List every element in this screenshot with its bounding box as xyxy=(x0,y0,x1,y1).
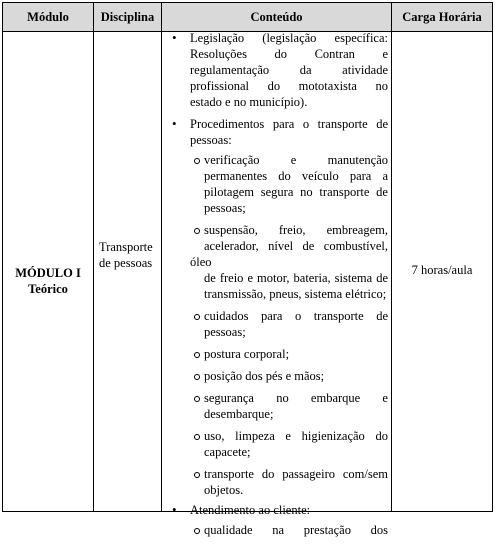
header-carga-label: Carga Horária xyxy=(402,10,482,24)
text-line: desembarque; xyxy=(204,407,274,421)
bullet-icon: • xyxy=(172,116,177,131)
header-disciplina xyxy=(94,3,161,31)
column-divider xyxy=(391,3,392,511)
modulo-name: MÓDULO I xyxy=(15,266,81,280)
subitem-posicao xyxy=(166,368,388,384)
subitem-cuidados xyxy=(166,308,388,340)
circle-bullet-icon xyxy=(194,396,200,402)
subitem-seguranca xyxy=(166,390,388,422)
carga-cell: 7 horas/aula xyxy=(411,263,473,277)
text-line: uso, limpeza e higienização do xyxy=(204,429,388,443)
circle-bullet-icon xyxy=(194,314,200,320)
bullet-icon: • xyxy=(172,30,177,45)
text-line: acelerador, nível de combustível, óleo xyxy=(190,239,388,269)
conteudo-cell xyxy=(166,30,388,544)
text-line: profissional do mototaxista no xyxy=(190,79,388,93)
text-line: permanentes do veículo para a xyxy=(204,169,388,183)
modulo-cell xyxy=(3,265,93,297)
circle-bullet-icon xyxy=(194,472,200,478)
subitem-transporte-objetos xyxy=(166,466,388,498)
circle-bullet-icon xyxy=(194,228,200,234)
circle-bullet-icon xyxy=(194,158,200,164)
column-divider xyxy=(93,3,94,511)
subitem-verificacao xyxy=(166,152,388,216)
header-conteudo-label: Conteúdo xyxy=(250,10,303,24)
circle-bullet-icon xyxy=(194,528,200,534)
text-line: Atendimento ao cliente: xyxy=(190,503,311,517)
bullet-icon: • xyxy=(172,502,177,517)
header-carga xyxy=(392,3,492,31)
disciplina-line-2: de pessoas xyxy=(99,256,153,270)
text-line: postura corporal; xyxy=(204,347,290,361)
text-line: Resoluções do Contran e xyxy=(190,47,388,61)
bullet-legislacao xyxy=(166,30,388,110)
text-line: qualidade na prestação dos xyxy=(204,523,388,537)
text-line: pessoas; xyxy=(204,201,246,215)
disciplina-line-1: Transporte xyxy=(99,240,153,254)
text-line: suspensão, freio, embreagem, xyxy=(204,223,388,237)
text-line: pessoas; xyxy=(204,325,246,339)
text-line: estado e no município). xyxy=(190,95,308,109)
text-line: pilotagem segura no transporte de xyxy=(204,185,388,199)
circle-bullet-icon xyxy=(194,374,200,380)
text-line: regulamentação da atividade xyxy=(190,63,388,77)
subitem-qualidade xyxy=(166,522,388,538)
text-line: Legislação (legislação específica: xyxy=(190,31,388,45)
circle-bullet-icon xyxy=(194,352,200,358)
column-divider xyxy=(161,3,162,511)
header-conteudo xyxy=(162,3,391,31)
disciplina-cell xyxy=(99,239,161,271)
text-line: segurança no embarque e xyxy=(204,391,388,405)
subitem-capacete xyxy=(166,428,388,460)
text-line: posição dos pés e mãos; xyxy=(204,369,325,383)
circle-bullet-icon xyxy=(194,434,200,440)
text-line: objetos. xyxy=(204,483,244,497)
bullet-procedimentos xyxy=(166,116,388,148)
text-line: Procedimentos para o transporte de xyxy=(190,117,388,131)
text-line: capacete; xyxy=(204,445,251,459)
bullet-atendimento xyxy=(166,502,388,518)
text-line: de freio e motor, bateria, sistema de xyxy=(204,271,388,285)
text-line: verificação e manutenção xyxy=(204,153,388,167)
header-modulo xyxy=(3,3,93,31)
modulo-type: Teórico xyxy=(28,282,68,296)
text-line: transporte do passageiro com/sem xyxy=(204,467,388,481)
text-line: pessoas: xyxy=(190,133,232,147)
subitem-postura xyxy=(166,346,388,362)
subitem-suspensao xyxy=(166,222,388,302)
text-line: cuidados para o transporte de xyxy=(204,309,388,323)
text-line: transmissão, pneus, sistema elétrico; xyxy=(204,287,387,301)
header-modulo-label: Módulo xyxy=(27,10,69,24)
header-disciplina-label: Disciplina xyxy=(100,10,155,24)
